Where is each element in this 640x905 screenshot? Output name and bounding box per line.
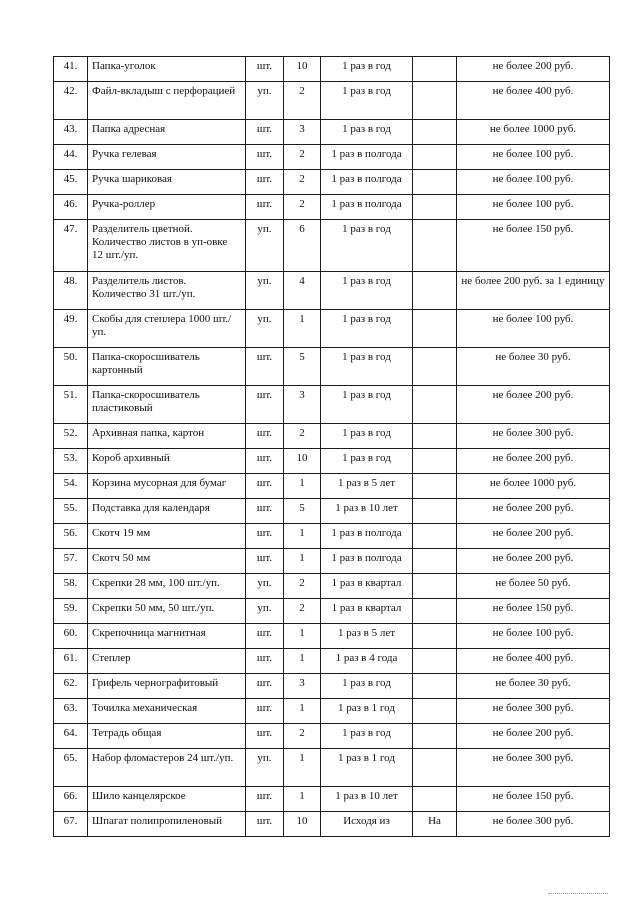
price-limit-cell: не более 1000 руб. [457, 474, 610, 499]
price-limit-cell: не более 100 руб. [457, 195, 610, 220]
extra-note-cell [413, 57, 457, 82]
price-limit-cell: не более 1000 руб. [457, 120, 610, 145]
quantity-cell: 3 [284, 120, 321, 145]
price-limit-cell: не более 100 руб. [457, 624, 610, 649]
replacement-period-cell: 1 раз в 10 лет [321, 787, 413, 812]
row-number-cell: 43. [54, 120, 88, 145]
row-number-cell: 42. [54, 82, 88, 120]
item-name-cell: Разделитель цветной. Количество листов в уп-овке 12 шт./уп. [88, 220, 246, 272]
replacement-period-cell: 1 раз в квартал [321, 599, 413, 624]
row-number-cell: 66. [54, 787, 88, 812]
table-row [54, 424, 610, 449]
replacement-period-cell: 1 раз в полгода [321, 195, 413, 220]
price-limit-cell: не более 200 руб. [457, 499, 610, 524]
row-number-cell: 59. [54, 599, 88, 624]
price-limit-cell: не более 200 руб. [457, 724, 610, 749]
item-name-cell: Ручка-роллер [88, 195, 246, 220]
extra-note-cell [413, 499, 457, 524]
price-limit-cell: не более 150 руб. [457, 220, 610, 272]
replacement-period-cell: 1 раз в год [321, 272, 413, 310]
replacement-period-cell: 1 раз в 1 год [321, 749, 413, 787]
unit-of-measure-cell: шт. [246, 474, 284, 499]
table-body [54, 57, 610, 837]
extra-note-cell [413, 787, 457, 812]
replacement-period-cell: 1 раз в год [321, 449, 413, 474]
extra-note-cell [413, 449, 457, 474]
table-row [54, 549, 610, 574]
row-number-cell: 53. [54, 449, 88, 474]
replacement-period-cell: 1 раз в год [321, 424, 413, 449]
quantity-cell: 1 [284, 310, 321, 348]
quantity-cell: 3 [284, 674, 321, 699]
price-limit-cell: не более 300 руб. [457, 699, 610, 724]
item-name-cell: Папка-уголок [88, 57, 246, 82]
quantity-cell: 1 [284, 524, 321, 549]
table-row [54, 524, 610, 549]
item-name-cell: Скрепки 50 мм, 50 шт./уп. [88, 599, 246, 624]
item-name-cell: Грифель чернографитовый [88, 674, 246, 699]
row-number-cell: 58. [54, 574, 88, 599]
quantity-cell: 1 [284, 699, 321, 724]
table-row [54, 499, 610, 524]
unit-of-measure-cell: шт. [246, 424, 284, 449]
replacement-period-cell: 1 раз в 10 лет [321, 499, 413, 524]
replacement-period-cell: 1 раз в 5 лет [321, 624, 413, 649]
price-limit-cell: не более 200 руб. [457, 524, 610, 549]
table-row [54, 145, 610, 170]
row-number-cell: 48. [54, 272, 88, 310]
table-row [54, 649, 610, 674]
quantity-cell: 2 [284, 145, 321, 170]
extra-note-cell [413, 310, 457, 348]
price-limit-cell: не более 300 руб. [457, 812, 610, 837]
row-number-cell: 46. [54, 195, 88, 220]
unit-of-measure-cell: шт. [246, 449, 284, 474]
quantity-cell: 5 [284, 348, 321, 386]
table-row [54, 749, 610, 787]
unit-of-measure-cell: уп. [246, 574, 284, 599]
item-name-cell: Ручка гелевая [88, 145, 246, 170]
item-name-cell: Папка-скоросшиватель пластиковый [88, 386, 246, 424]
table-row [54, 386, 610, 424]
unit-of-measure-cell: шт. [246, 499, 284, 524]
quantity-cell: 2 [284, 599, 321, 624]
extra-note-cell [413, 170, 457, 195]
table-row [54, 624, 610, 649]
unit-of-measure-cell: уп. [246, 272, 284, 310]
unit-of-measure-cell: уп. [246, 310, 284, 348]
unit-of-measure-cell: уп. [246, 220, 284, 272]
quantity-cell: 4 [284, 272, 321, 310]
quantity-cell: 10 [284, 57, 321, 82]
item-name-cell: Корзина мусорная для бумаг [88, 474, 246, 499]
row-number-cell: 60. [54, 624, 88, 649]
unit-of-measure-cell: шт. [246, 120, 284, 145]
extra-note-cell [413, 272, 457, 310]
extra-note-cell: На [413, 812, 457, 837]
table-row [54, 699, 610, 724]
item-name-cell: Папка-скоросшиватель картонный [88, 348, 246, 386]
item-name-cell: Точилка механическая [88, 699, 246, 724]
replacement-period-cell: 1 раз в год [321, 120, 413, 145]
row-number-cell: 55. [54, 499, 88, 524]
table-row [54, 599, 610, 624]
table-row [54, 674, 610, 699]
quantity-cell: 1 [284, 649, 321, 674]
table-row [54, 574, 610, 599]
extra-note-cell [413, 624, 457, 649]
quantity-cell: 1 [284, 787, 321, 812]
extra-note-cell [413, 474, 457, 499]
table-row [54, 82, 610, 120]
quantity-cell: 1 [284, 624, 321, 649]
table-row [54, 220, 610, 272]
item-name-cell: Архивная папка, картон [88, 424, 246, 449]
extra-note-cell [413, 724, 457, 749]
price-limit-cell: не более 100 руб. [457, 170, 610, 195]
price-limit-cell: не более 400 руб. [457, 82, 610, 120]
quantity-cell: 2 [284, 195, 321, 220]
item-name-cell: Скрепочница магнитная [88, 624, 246, 649]
replacement-period-cell: 1 раз в 5 лет [321, 474, 413, 499]
replacement-period-cell: 1 раз в год [321, 310, 413, 348]
item-name-cell: Набор фломастеров 24 шт./уп. [88, 749, 246, 787]
extra-note-cell [413, 524, 457, 549]
price-limit-cell: не более 150 руб. [457, 599, 610, 624]
extra-note-cell [413, 386, 457, 424]
unit-of-measure-cell: шт. [246, 348, 284, 386]
replacement-period-cell: 1 раз в год [321, 674, 413, 699]
unit-of-measure-cell: шт. [246, 549, 284, 574]
unit-of-measure-cell: шт. [246, 699, 284, 724]
quantity-cell: 2 [284, 574, 321, 599]
unit-of-measure-cell: шт. [246, 57, 284, 82]
table-row [54, 57, 610, 82]
price-limit-cell: не более 150 руб. [457, 787, 610, 812]
unit-of-measure-cell: шт. [246, 787, 284, 812]
extra-note-cell [413, 82, 457, 120]
table-row [54, 120, 610, 145]
row-number-cell: 49. [54, 310, 88, 348]
table-row [54, 449, 610, 474]
unit-of-measure-cell: шт. [246, 724, 284, 749]
item-name-cell: Ручка шариковая [88, 170, 246, 195]
price-limit-cell: не более 200 руб. [457, 386, 610, 424]
extra-note-cell [413, 649, 457, 674]
table-row [54, 310, 610, 348]
extra-note-cell [413, 348, 457, 386]
supplies-table [53, 56, 610, 837]
quantity-cell: 2 [284, 82, 321, 120]
quantity-cell: 5 [284, 499, 321, 524]
replacement-period-cell: 1 раз в год [321, 386, 413, 424]
row-number-cell: 65. [54, 749, 88, 787]
table-row [54, 348, 610, 386]
replacement-period-cell: 1 раз в год [321, 348, 413, 386]
quantity-cell: 1 [284, 749, 321, 787]
quantity-cell: 10 [284, 812, 321, 837]
item-name-cell: Папка адресная [88, 120, 246, 145]
page-edge-dots [548, 893, 608, 895]
price-limit-cell: не более 30 руб. [457, 674, 610, 699]
table-row [54, 787, 610, 812]
unit-of-measure-cell: уп. [246, 749, 284, 787]
extra-note-cell [413, 120, 457, 145]
extra-note-cell [413, 574, 457, 599]
price-limit-cell: не более 300 руб. [457, 749, 610, 787]
replacement-period-cell: 1 раз в 1 год [321, 699, 413, 724]
table-row [54, 170, 610, 195]
price-limit-cell: не более 50 руб. [457, 574, 610, 599]
price-limit-cell: не более 200 руб. [457, 449, 610, 474]
row-number-cell: 64. [54, 724, 88, 749]
item-name-cell: Степлер [88, 649, 246, 674]
quantity-cell: 1 [284, 474, 321, 499]
replacement-period-cell: 1 раз в год [321, 57, 413, 82]
item-name-cell: Скобы для степлера 1000 шт./уп. [88, 310, 246, 348]
unit-of-measure-cell: шт. [246, 524, 284, 549]
unit-of-measure-cell: уп. [246, 599, 284, 624]
price-limit-cell: не более 300 руб. [457, 424, 610, 449]
unit-of-measure-cell: шт. [246, 624, 284, 649]
replacement-period-cell: 1 раз в год [321, 82, 413, 120]
item-name-cell: Скрепки 28 мм, 100 шт./уп. [88, 574, 246, 599]
unit-of-measure-cell: шт. [246, 195, 284, 220]
replacement-period-cell: 1 раз в год [321, 724, 413, 749]
row-number-cell: 54. [54, 474, 88, 499]
unit-of-measure-cell: шт. [246, 649, 284, 674]
unit-of-measure-cell: уп. [246, 82, 284, 120]
replacement-period-cell: 1 раз в 4 года [321, 649, 413, 674]
table-row [54, 272, 610, 310]
unit-of-measure-cell: шт. [246, 386, 284, 424]
extra-note-cell [413, 195, 457, 220]
item-name-cell: Разделитель листов. Количество 31 шт./уп. [88, 272, 246, 310]
price-limit-cell: не более 100 руб. [457, 310, 610, 348]
replacement-period-cell: Исходя из [321, 812, 413, 837]
row-number-cell: 62. [54, 674, 88, 699]
quantity-cell: 2 [284, 724, 321, 749]
price-limit-cell: не более 30 руб. [457, 348, 610, 386]
price-limit-cell: не более 200 руб. [457, 549, 610, 574]
item-name-cell: Скотч 50 мм [88, 549, 246, 574]
replacement-period-cell: 1 раз в полгода [321, 549, 413, 574]
extra-note-cell [413, 220, 457, 272]
table-row [54, 474, 610, 499]
item-name-cell: Подставка для календаря [88, 499, 246, 524]
price-limit-cell: не более 400 руб. [457, 649, 610, 674]
row-number-cell: 52. [54, 424, 88, 449]
item-name-cell: Шило канцелярское [88, 787, 246, 812]
table-row [54, 195, 610, 220]
replacement-period-cell: 1 раз в полгода [321, 524, 413, 549]
quantity-cell: 1 [284, 549, 321, 574]
item-name-cell: Файл-вкладыш с перфорацией [88, 82, 246, 120]
quantity-cell: 2 [284, 170, 321, 195]
unit-of-measure-cell: шт. [246, 812, 284, 837]
extra-note-cell [413, 599, 457, 624]
quantity-cell: 3 [284, 386, 321, 424]
extra-note-cell [413, 674, 457, 699]
unit-of-measure-cell: шт. [246, 145, 284, 170]
replacement-period-cell: 1 раз в год [321, 220, 413, 272]
table-row [54, 724, 610, 749]
replacement-period-cell: 1 раз в полгода [321, 145, 413, 170]
unit-of-measure-cell: шт. [246, 674, 284, 699]
price-limit-cell: не более 200 руб. [457, 57, 610, 82]
row-number-cell: 47. [54, 220, 88, 272]
row-number-cell: 57. [54, 549, 88, 574]
row-number-cell: 45. [54, 170, 88, 195]
row-number-cell: 67. [54, 812, 88, 837]
item-name-cell: Скотч 19 мм [88, 524, 246, 549]
replacement-period-cell: 1 раз в полгода [321, 170, 413, 195]
item-name-cell: Шпагат полипропиленовый [88, 812, 246, 837]
unit-of-measure-cell: шт. [246, 170, 284, 195]
extra-note-cell [413, 424, 457, 449]
row-number-cell: 50. [54, 348, 88, 386]
row-number-cell: 56. [54, 524, 88, 549]
table-row [54, 812, 610, 837]
price-limit-cell: не более 200 руб. за 1 единицу [457, 272, 610, 310]
item-name-cell: Короб архивный [88, 449, 246, 474]
quantity-cell: 6 [284, 220, 321, 272]
price-limit-cell: не более 100 руб. [457, 145, 610, 170]
replacement-period-cell: 1 раз в квартал [321, 574, 413, 599]
extra-note-cell [413, 145, 457, 170]
quantity-cell: 10 [284, 449, 321, 474]
extra-note-cell [413, 699, 457, 724]
row-number-cell: 51. [54, 386, 88, 424]
quantity-cell: 2 [284, 424, 321, 449]
row-number-cell: 63. [54, 699, 88, 724]
item-name-cell: Тетрадь общая [88, 724, 246, 749]
row-number-cell: 61. [54, 649, 88, 674]
row-number-cell: 41. [54, 57, 88, 82]
row-number-cell: 44. [54, 145, 88, 170]
extra-note-cell [413, 549, 457, 574]
extra-note-cell [413, 749, 457, 787]
